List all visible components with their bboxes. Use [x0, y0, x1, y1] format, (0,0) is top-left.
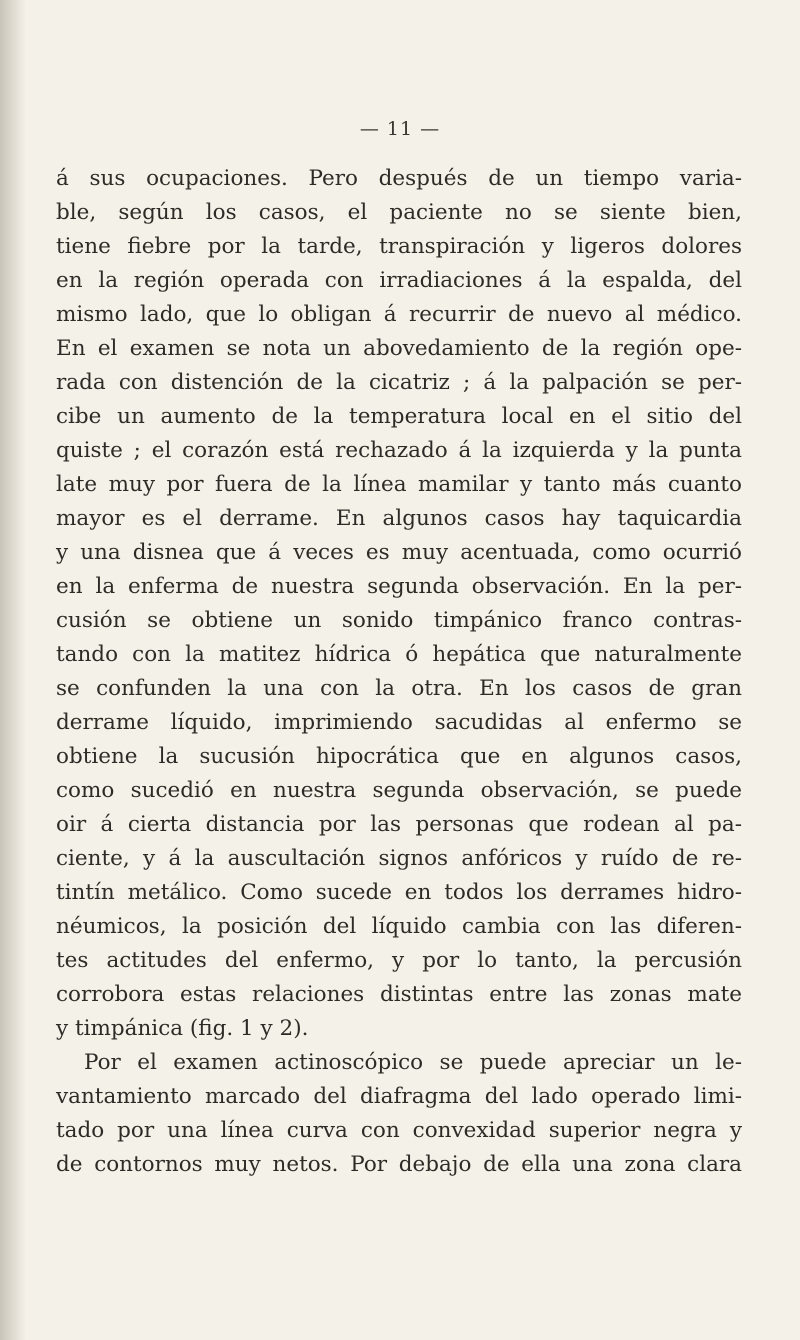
text-line: en la región operada con irradiaciones á la espalda, del: [56, 268, 742, 293]
text-line: corrobora estas relaciones distintas entre las zonas mate: [56, 982, 742, 1007]
text-line: y timpánica (fig. 1 y 2).: [56, 1016, 309, 1041]
text-line: tes actitudes del enfermo, y por lo tanto, la percusión: [56, 948, 742, 973]
text-line: oir á cierta distancia por las personas que rodean al pa-: [56, 812, 742, 837]
text-line: en la enferma de nuestra segunda observación. En la per-: [56, 574, 742, 599]
text-line: tado por una línea curva con convexidad superior negra y: [56, 1118, 742, 1143]
text-line: rada con distención de la cicatriz ; á la palpación se per-: [56, 370, 742, 395]
page-edge-shadow: [0, 0, 26, 1340]
text-line: mayor es el derrame. En algunos casos hay taquicardia: [56, 506, 742, 531]
text-line: late muy por fuera de la línea mamilar y tanto más cuanto: [56, 472, 742, 497]
text-line: cusión se obtiene un sonido timpánico franco contras-: [56, 608, 742, 633]
text-line: quiste ; el corazón está rechazado á la izquierda y la punta: [56, 438, 742, 463]
page-number: — 11 —: [359, 118, 441, 140]
body-text: [56, 162, 742, 1182]
text-line: tiene fiebre por la tarde, transpiración y ligeros dolores: [56, 234, 742, 259]
text-line: y una disnea que á veces es muy acentuada, como ocurrió: [56, 540, 742, 565]
text-line: En el examen se nota un abovedamiento de la región ope-: [56, 336, 742, 361]
text-line: ble, según los casos, el paciente no se siente bien,: [56, 200, 742, 225]
text-line: vantamiento marcado del diafragma del lado operado limi-: [56, 1084, 742, 1109]
text-line: néumicos, la posición del líquido cambia con las diferen-: [56, 914, 742, 939]
text-line: cibe un aumento de la temperatura local en el sitio del: [56, 404, 742, 429]
text-line: de contornos muy netos. Por debajo de ella una zona clara: [56, 1152, 742, 1177]
text-line: á sus ocupaciones. Pero después de un tiempo varia-: [56, 166, 742, 191]
text-line: obtiene la sucusión hipocrática que en algunos casos,: [56, 744, 742, 769]
text-line: tando con la matitez hídrica ó hepática que naturalmente: [56, 642, 742, 667]
text-line: ciente, y á la auscultación signos anfóricos y ruído de re-: [56, 846, 742, 871]
text-line: derrame líquido, imprimiendo sacudidas al enfermo se: [56, 710, 742, 735]
text-line: como sucedió en nuestra segunda observación, se puede: [56, 778, 742, 803]
text-line: se confunden la una con la otra. En los casos de gran: [56, 676, 742, 701]
text-line: mismo lado, que lo obligan á recurrir de nuevo al médico.: [56, 302, 742, 327]
text-line: tintín metálico. Como sucede en todos los derrames hidro-: [56, 880, 742, 905]
text-line: Por el examen actinoscópico se puede apreciar un le-: [84, 1050, 742, 1075]
